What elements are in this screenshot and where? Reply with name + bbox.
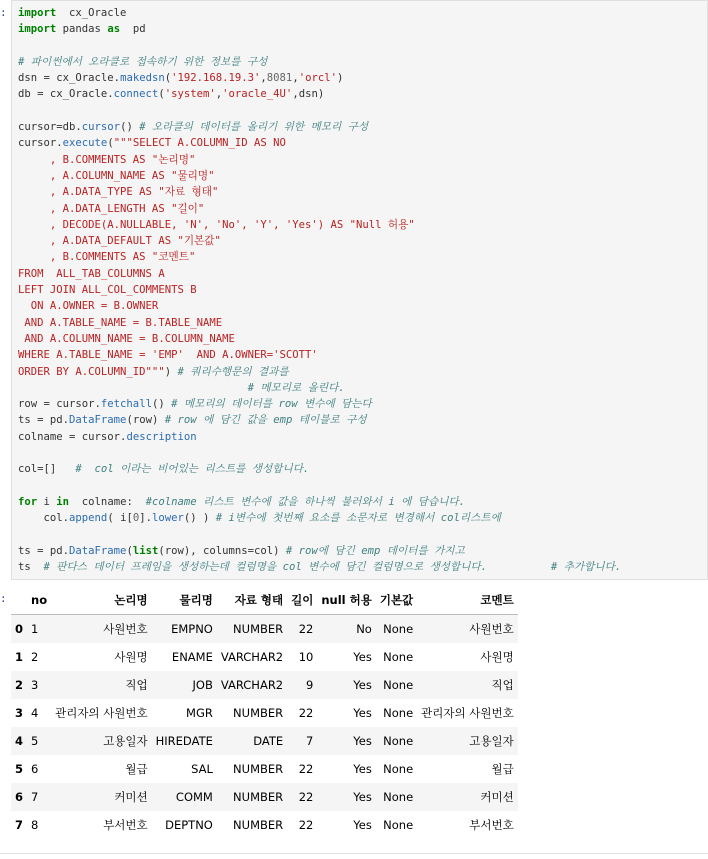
output-prompt: : — [0, 592, 7, 605]
table-cell: 직업 — [125, 678, 148, 692]
code-token: DataFrame — [69, 544, 127, 557]
column-header: 논리명 — [51, 586, 152, 615]
code-token: () ) — [183, 512, 216, 525]
table-cell: JOB — [192, 678, 213, 692]
table-cell: 4 — [31, 706, 39, 720]
table-cell: MGR — [186, 706, 213, 720]
code-string: AND A.TABLE_NAME = B.TABLE_NAME — [18, 316, 223, 329]
row-index: 0 — [15, 622, 24, 636]
code-token: cx_Oracle — [56, 7, 127, 19]
code-token: () — [151, 398, 172, 411]
code-token: list — [132, 544, 159, 557]
code-token: cursor — [81, 121, 121, 134]
code-string: ORDER BY A.COLUMN_ID""" — [18, 365, 165, 378]
code-token: ts — [18, 561, 44, 574]
table-cell: Yes — [353, 706, 372, 720]
code-cell[interactable] — [11, 0, 708, 580]
code-editor[interactable] — [12, 1, 707, 575]
code-comment: # row 에 담긴 값을 emp 테이블로 구성 — [164, 414, 367, 427]
row-index: 3 — [15, 706, 24, 720]
code-token: i — [37, 495, 57, 508]
output-area — [11, 586, 708, 848]
table-cell: 고용일자 — [103, 734, 148, 748]
table-cell: 사원번호 — [469, 622, 514, 636]
table-cell: None — [383, 734, 414, 748]
code-string: , B.COMMENTS AS "논리명" — [18, 153, 196, 166]
code-token: pandas — [56, 23, 108, 36]
table-cell: 커미션 — [480, 790, 514, 804]
table-cell: Yes — [353, 762, 372, 776]
table-cell: NUMBER — [233, 762, 284, 776]
code-string: ON A.OWNER = B.OWNER — [18, 300, 159, 313]
row-index: 2 — [15, 678, 24, 692]
table-cell: 9 — [306, 678, 314, 692]
table-cell: DATE — [253, 734, 284, 748]
code-token: col. — [18, 512, 70, 525]
table-header-row — [11, 586, 518, 615]
table-cell: 22 — [298, 818, 314, 832]
code-token: , — [215, 88, 223, 101]
code-number: 8081 — [266, 72, 293, 85]
code-comment: # 판다스 데이터 프레임을 생성하는데 컬럼명을 col 변수에 담긴 컬럼명으로 생성합니다. # 추가합니다. — [43, 561, 622, 574]
code-token: ( — [164, 72, 172, 85]
row-index: 6 — [15, 790, 24, 804]
table-cell: NUMBER — [233, 790, 284, 804]
code-string: """SELECT A.COLUMN_ID AS NO — [113, 137, 286, 150]
code-token: ) — [164, 365, 178, 378]
table-row — [11, 783, 518, 811]
code-cell-prompt: : — [0, 6, 7, 19]
code-token: ,dsn) — [292, 88, 325, 101]
row-index: 7 — [15, 818, 24, 832]
table-cell: 5 — [31, 734, 39, 748]
table-cell: None — [383, 762, 414, 776]
column-header: 기본값 — [376, 586, 417, 615]
code-token: description — [126, 430, 197, 443]
table-cell: Yes — [353, 790, 372, 804]
table-cell: 22 — [298, 706, 314, 720]
column-header: 자료 형태 — [217, 586, 287, 615]
code-string: , A.DATA_LENGTH AS "길이" — [18, 202, 205, 215]
table-cell: None — [383, 650, 414, 664]
code-token: as — [107, 23, 121, 36]
column-header: null 허용 — [317, 586, 375, 615]
table-cell: 부서번호 — [469, 818, 514, 832]
table-cell: ENAME — [171, 650, 213, 664]
code-token: for — [18, 495, 38, 508]
column-header: 코멘트 — [417, 586, 518, 615]
table-cell: 2 — [31, 650, 39, 664]
code-comment: # 오라클의 데이터를 올리기 위한 메모리 구성 — [139, 121, 369, 134]
code-token: import — [18, 7, 57, 19]
code-token: in — [56, 495, 70, 508]
code-comment: #colname 리스트 변수에 값을 하나씩 불러와서 i 에 담습니다. — [145, 495, 466, 508]
dataframe-table — [11, 586, 518, 839]
table-cell: Yes — [353, 818, 372, 832]
code-token: connect — [113, 88, 159, 101]
table-cell: 월급 — [491, 762, 514, 776]
code-token: , — [292, 72, 299, 85]
code-string: LEFT JOIN ALL_COL_COMMENTS B — [18, 284, 197, 297]
code-token: lower — [151, 512, 184, 525]
code-string: AND A.COLUMN_NAME = B.COLUMN_NAME — [18, 332, 235, 345]
table-cell: VARCHAR2 — [220, 678, 284, 692]
table-cell: 3 — [31, 678, 39, 692]
table-row — [11, 755, 518, 783]
table-cell: None — [383, 678, 414, 692]
table-cell: Yes — [353, 650, 372, 664]
table-cell: NUMBER — [233, 706, 284, 720]
code-comment: # i변수에 첫번째 요소를 소문자로 변경해서 col리스트에 — [215, 512, 501, 525]
code-comment: # 메모리의 데이터를 row 변수에 담는다 — [171, 398, 372, 411]
table-row — [11, 811, 518, 839]
column-header: 물리명 — [152, 586, 217, 615]
table-cell: 월급 — [125, 762, 148, 776]
code-string: WHERE A.TABLE_NAME = 'EMP' AND A.OWNER='SCOTT' — [18, 349, 318, 362]
table-cell: COMM — [175, 790, 213, 804]
table-cell: None — [383, 706, 414, 720]
table-cell: NUMBER — [233, 818, 284, 832]
code-string: '192.168.19.3' — [171, 72, 261, 85]
code-comment: # 메모리로 올린다. — [18, 381, 345, 394]
table-row — [11, 615, 518, 644]
table-cell: 고용일자 — [469, 734, 514, 748]
code-token: , — [260, 72, 267, 85]
code-token: DataFrame — [69, 414, 127, 427]
code-string: 'orcl' — [298, 72, 337, 85]
table-cell: 관리자의 사원번호 — [55, 706, 148, 720]
table-cell: Yes — [353, 734, 372, 748]
table-cell: None — [383, 790, 414, 804]
code-token: colname = cursor. — [18, 430, 127, 443]
code-comment: # 파이썬에서 오라클로 접속하기 위한 정보를 구성 — [18, 55, 268, 68]
table-cell: 7 — [306, 734, 314, 748]
table-cell: VARCHAR2 — [220, 650, 284, 664]
code-token: ts = pd. — [18, 544, 70, 557]
code-number: 0 — [132, 512, 140, 525]
table-cell: 직업 — [491, 678, 514, 692]
code-string: , A.DATA_TYPE AS "자료 형태" — [18, 186, 219, 199]
code-token: pd — [120, 23, 146, 36]
table-cell: NUMBER — [233, 622, 284, 636]
column-header: no — [27, 586, 51, 615]
table-cell: None — [383, 818, 414, 832]
code-token: ( — [126, 544, 133, 557]
code-token: cursor=db. — [18, 121, 82, 134]
code-token: colname: — [69, 495, 146, 508]
code-token: cursor. — [18, 137, 63, 150]
table-cell: DEPTNO — [165, 818, 213, 832]
code-token: ) — [336, 72, 344, 85]
code-token: ]. — [139, 512, 152, 525]
table-row — [11, 671, 518, 699]
code-string: 'oracle_4U' — [222, 88, 293, 101]
code-token: fetchall — [100, 398, 152, 411]
column-header — [11, 586, 27, 615]
table-cell: 6 — [31, 762, 39, 776]
code-token: () — [120, 121, 140, 134]
code-token: ts = pd. — [18, 414, 70, 427]
row-index: 1 — [15, 650, 24, 664]
table-cell: 사원명 — [480, 650, 514, 664]
table-row — [11, 699, 518, 727]
table-cell: 사원명 — [114, 650, 148, 664]
code-token: (row), columns=col) — [158, 544, 286, 557]
table-cell: 1 — [31, 622, 39, 636]
table-body — [11, 615, 518, 840]
table-cell: HIREDATE — [155, 734, 213, 748]
table-cell: 사원번호 — [103, 622, 148, 636]
row-index: 5 — [15, 762, 24, 776]
table-cell: SAL — [191, 762, 213, 776]
table-cell: 10 — [298, 650, 314, 664]
code-token: row = cursor. — [18, 398, 101, 411]
code-token: import — [18, 23, 57, 36]
table-cell: 관리자의 사원번호 — [421, 706, 514, 720]
code-token: ( — [158, 88, 165, 101]
code-token: dsn = cx_Oracle. — [18, 72, 121, 85]
table-cell: 부서번호 — [103, 818, 148, 832]
cell-divider — [0, 853, 708, 854]
code-token: ( — [107, 137, 114, 150]
code-string: , B.COMMENTS AS "코멘트" — [18, 251, 196, 264]
code-comment: # 쿼리수행문의 결과를 — [177, 365, 289, 378]
table-cell: 7 — [31, 790, 39, 804]
table-cell: 8 — [31, 818, 39, 832]
table-cell: No — [356, 622, 372, 636]
code-string: , A.DATA_DEFAULT AS "기본값" — [18, 235, 221, 248]
code-string: , DECODE(A.NULLABLE, 'N', 'No', 'Y', 'Yes') AS "Null 허용" — [18, 218, 415, 231]
code-string: 'system' — [164, 88, 216, 101]
table-row — [11, 727, 518, 755]
table-cell: 커미션 — [114, 790, 148, 804]
code-string: FROM ALL_TAB_COLUMNS A — [18, 267, 165, 280]
code-comment: # row에 담긴 emp 데이터를 가지고 — [285, 544, 465, 557]
table-cell: EMPNO — [171, 622, 213, 636]
code-token: execute — [62, 137, 108, 150]
code-comment: # col 이라는 비어있는 리스트를 생성합니다. — [75, 463, 310, 476]
code-string: , A.COLUMN_NAME AS "물리명" — [18, 169, 215, 182]
code-token: append — [69, 512, 108, 525]
code-token: (row) — [126, 414, 165, 427]
row-index: 4 — [15, 734, 24, 748]
code-token: makedsn — [120, 72, 165, 85]
table-cell: 22 — [298, 622, 314, 636]
table-cell: 22 — [298, 790, 314, 804]
column-header: 길이 — [287, 586, 317, 615]
code-token: col=[] — [18, 463, 76, 476]
code-token: ( i[ — [107, 512, 133, 525]
table-cell: 22 — [298, 762, 314, 776]
table-cell: None — [383, 622, 414, 636]
code-token: db = cx_Oracle. — [18, 88, 114, 101]
table-cell: Yes — [353, 678, 372, 692]
table-row — [11, 643, 518, 671]
